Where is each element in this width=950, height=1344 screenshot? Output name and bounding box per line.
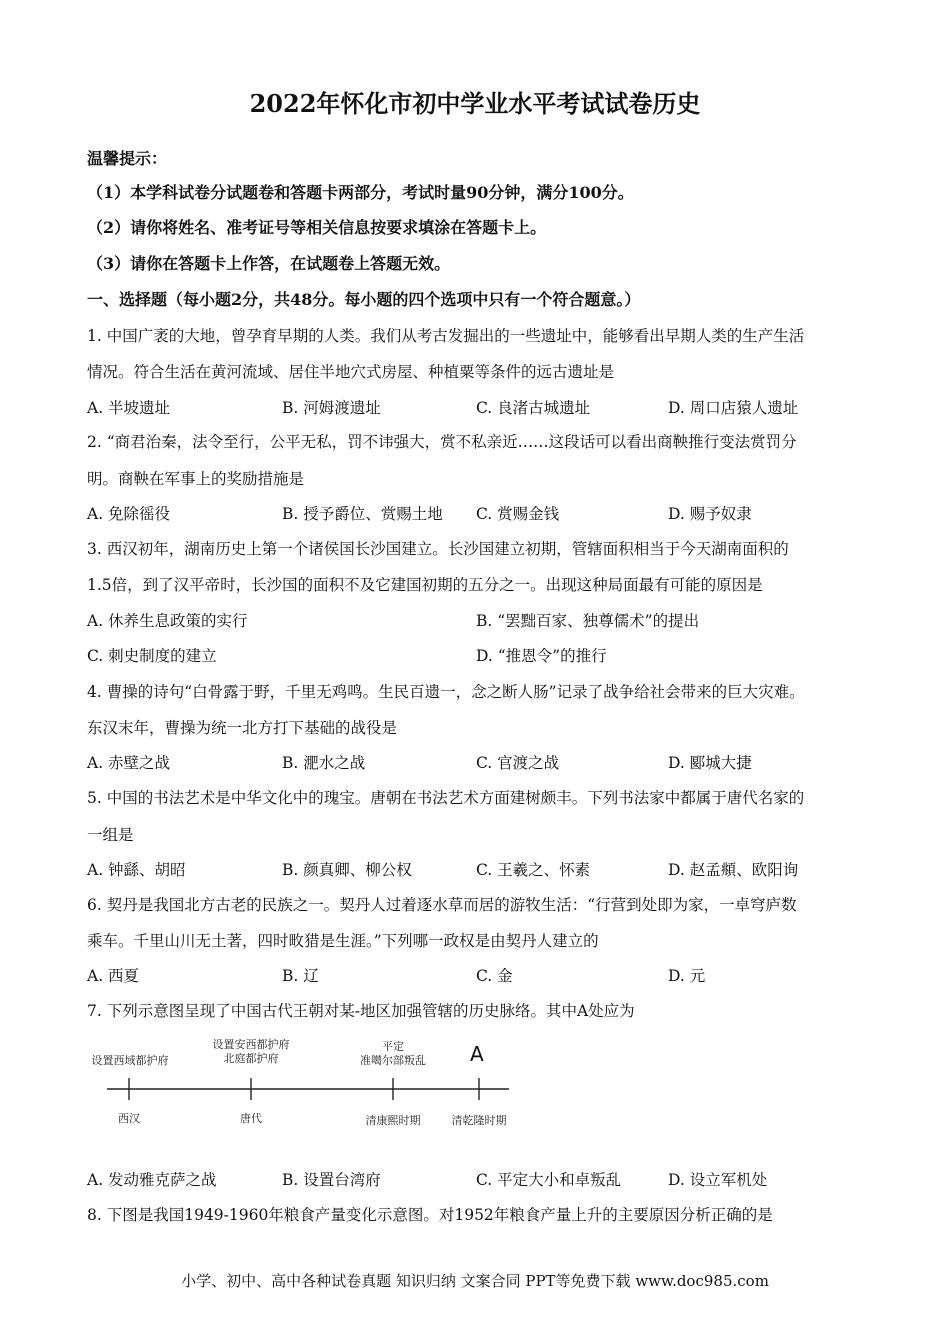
question-2-line-1: 2. “商君治秦，法令至行，公平无私，罚不讳强大，赏不私亲近……这段话可以看出商鞅推行变法赏罚分 bbox=[87, 433, 797, 451]
question-6-option-c: C. 金 bbox=[476, 967, 513, 985]
question-2-option-b: B. 授予爵位、赏赐土地 bbox=[282, 505, 443, 523]
timeline-event-4-top: A bbox=[470, 1042, 484, 1066]
question-1-option-b: B. 河姆渡遗址 bbox=[282, 399, 381, 417]
question-2-option-a: A. 免除徭役 bbox=[87, 505, 171, 523]
notice-item-1: （1）本学科试卷分试题卷和答题卡两部分，考试时量90分钟，满分100分。 bbox=[87, 183, 634, 202]
question-1-option-a: A. 半坡遗址 bbox=[87, 399, 171, 417]
question-5-option-a: A. 钟繇、胡昭 bbox=[87, 861, 186, 879]
question-6-option-b: B. 辽 bbox=[282, 967, 319, 985]
section-heading: 一、选择题（每小题2分，共48分。每小题的四个选项中只有一个符合题意。） bbox=[87, 290, 641, 309]
question-7-line-1: 7. 下列示意图呈现了中国古代王朝对某-地区加强管辖的历史脉络。其中A处应为 bbox=[87, 1002, 635, 1020]
question-3-option-d: D. “推恩令”的推行 bbox=[476, 647, 607, 665]
question-6-line-2: 乘车。千里山川无土著，四时畋猎是生涯。”下列哪一政权是由契丹人建立的 bbox=[87, 932, 599, 950]
question-7-option-d: D. 设立军机处 bbox=[668, 1171, 768, 1189]
question-4-line-1: 4. 曹操的诗句“白骨露于野，千里无鸡鸣。生民百遗一，念之断人肠”记录了战争给社会带来的巨大灾难。 bbox=[87, 683, 805, 701]
timeline-diagram bbox=[87, 1030, 517, 1130]
timeline-event-3-top-line-2: 准噶尔部叛乱 bbox=[360, 1054, 426, 1067]
question-4-option-a: A. 赤壁之战 bbox=[87, 754, 171, 772]
question-4-line-2: 东汉末年，曹操为统一北方打下基础的战役是 bbox=[87, 719, 398, 737]
timeline-event-3-top: 平定 bbox=[382, 1040, 404, 1053]
question-6-line-1: 6. 契丹是我国北方古老的民族之一。契丹人过着逐水草而居的游牧生活：“行营到处即为家，一卓穹庐数 bbox=[87, 896, 797, 914]
question-5-line-1: 5. 中国的书法艺术是中华文化中的瑰宝。唐朝在书法艺术方面建树颇丰。下列书法家中都属于唐代名家的 bbox=[87, 789, 805, 807]
question-6-option-a: A. 西夏 bbox=[87, 967, 140, 985]
question-7-option-b: B. 设置台湾府 bbox=[282, 1171, 381, 1189]
question-1-line-2: 情况。符合生活在黄河流域、居住半地穴式房屋、种植粟等条件的远古遗址是 bbox=[87, 363, 615, 381]
notice-item-3: （3）请你在答题卡上作答，在试题卷上答题无效。 bbox=[87, 254, 451, 273]
timeline-event-1-top: 设置西域都护府 bbox=[91, 1054, 169, 1067]
timeline-event-1-bottom: 西汉 bbox=[118, 1112, 140, 1125]
question-2-option-d: D. 赐予奴隶 bbox=[668, 505, 752, 523]
question-3-line-1: 3. 西汉初年，湖南历史上第一个诸侯国长沙国建立。长沙国建立初期，管辖面积相当于今天湖南面积的 bbox=[87, 540, 789, 558]
question-3-option-c: C. 刺史制度的建立 bbox=[87, 647, 217, 665]
page-footer: 小学、初中、高中各种试卷真题 知识归纳 文案合同 PPT等免费下载 www.doc985.com bbox=[181, 1272, 769, 1290]
page-title: 2022年怀化市初中学业水平考试试卷历史 bbox=[249, 89, 701, 118]
question-7-option-a: A. 发动雅克萨之战 bbox=[87, 1171, 217, 1189]
question-2-line-2: 明。商鞅在军事上的奖励措施是 bbox=[87, 470, 305, 488]
question-1-option-c: C. 良渚古城遗址 bbox=[476, 399, 591, 417]
question-4-option-d: D. 郾城大捷 bbox=[668, 754, 752, 772]
question-6-option-d: D. 元 bbox=[668, 967, 706, 985]
question-3-line-2: 1.5倍，到了汉平帝时，长沙国的面积不及它建国初期的五分之一。出现这种局面最有可能的原因是 bbox=[87, 576, 763, 594]
notice-item-2: （2）请你将姓名、准考证号等相关信息按要求填涂在答题卡上。 bbox=[87, 218, 547, 237]
timeline-event-2-bottom: 唐代 bbox=[240, 1112, 262, 1125]
notice-heading: 温馨提示： bbox=[87, 149, 168, 168]
question-5-option-c: C. 王羲之、怀素 bbox=[476, 861, 591, 879]
timeline-event-2-top-line-2: 北庭都护府 bbox=[223, 1052, 279, 1065]
question-1-line-1: 1. 中国广袤的大地，曾孕育早期的人类。我们从考古发掘出的一些遗址中，能够看出早期人类的生产生活 bbox=[87, 327, 805, 345]
timeline-event-3-bottom: 清康熙时期 bbox=[365, 1114, 421, 1127]
question-4-option-b: B. 淝水之战 bbox=[282, 754, 366, 772]
question-4-option-c: C. 官渡之战 bbox=[476, 754, 560, 772]
question-5-line-2: 一组是 bbox=[87, 826, 134, 844]
question-2-option-c: C. 赏赐金钱 bbox=[476, 505, 560, 523]
question-8-line-1: 8. 下图是我国1949-1960年粮食产量变化示意图。对1952年粮食产量上升的主要原因分析正确的是 bbox=[87, 1206, 773, 1224]
timeline-event-2-top: 设置安西都护府 bbox=[212, 1038, 290, 1051]
question-1-option-d: D. 周口店猿人遗址 bbox=[668, 399, 799, 417]
timeline-event-4-bottom: 清乾隆时期 bbox=[451, 1114, 507, 1127]
question-3-option-b: B. “罢黜百家、独尊儒术”的提出 bbox=[476, 612, 700, 630]
question-7-option-c: C. 平定大小和卓叛乱 bbox=[476, 1171, 622, 1189]
question-5-option-b: B. 颜真卿、柳公权 bbox=[282, 861, 412, 879]
question-3-option-a: A. 休养生息政策的实行 bbox=[87, 612, 248, 630]
question-5-option-d: D. 赵孟頫、欧阳询 bbox=[668, 861, 799, 879]
